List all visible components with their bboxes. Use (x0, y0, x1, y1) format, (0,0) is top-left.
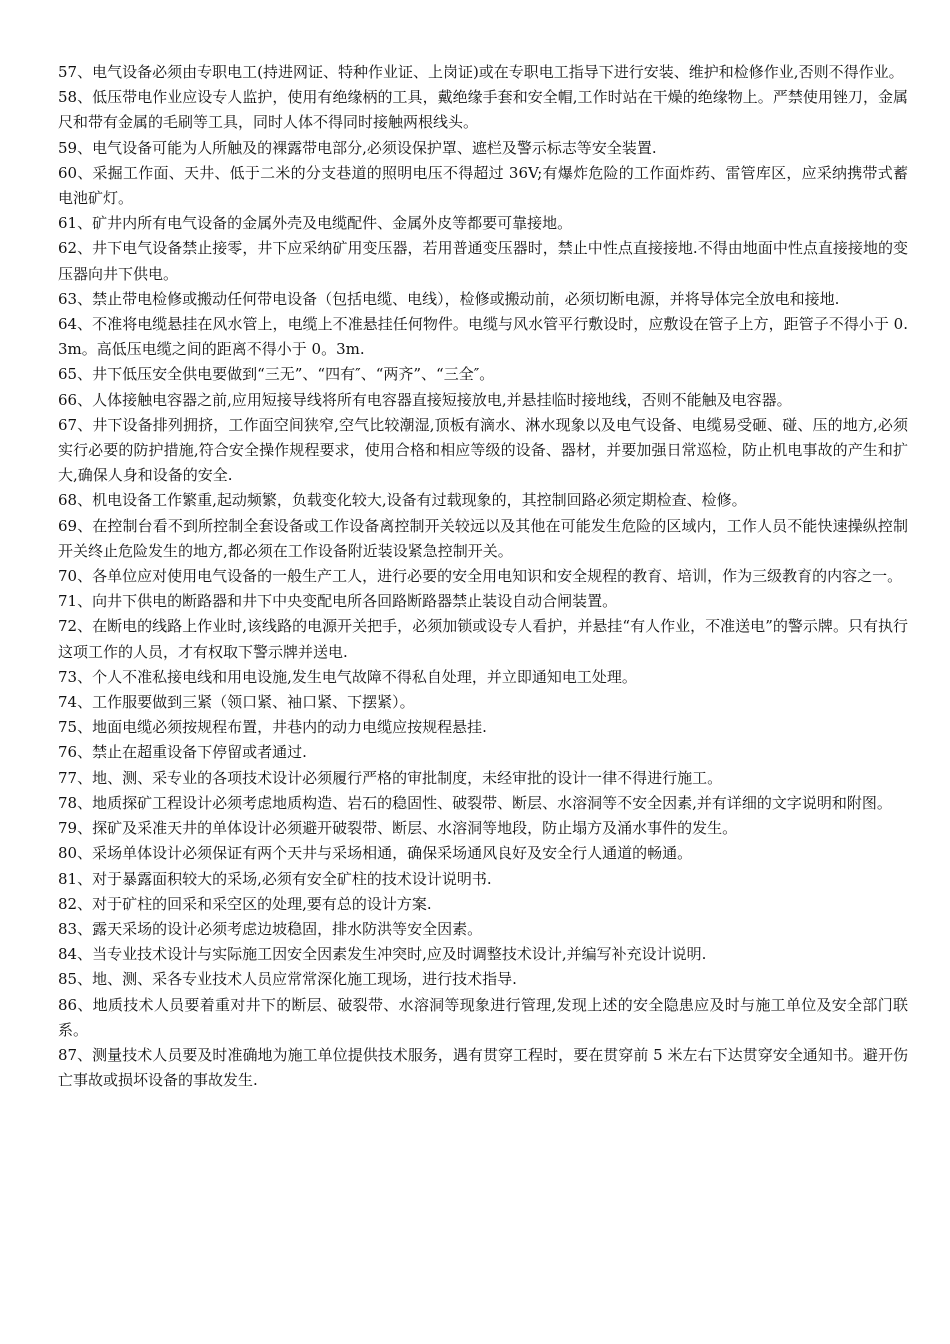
rule-item-73: 73、个人不准私接电线和用电设施,发生电气故障不得私自处理，并立即通知电工处理。 (58, 667, 637, 686)
rule-item-66: 66、人体接触电容器之前,应用短接导线将所有电容器直接短接放电,并悬挂临时接地线，否则不能触及电容器。 (58, 390, 792, 409)
rule-item-65: 65、井下低压安全供电要做到“三无”、“四有″、“两齐”、“三全″。 (58, 365, 495, 384)
rule-item-81: 81、对于暴露面积较大的采场,必须有安全矿柱的技术设计说明书. (58, 869, 492, 888)
rule-item-60: 60、采掘工作面、天井、低于二米的分支巷道的照明电压不得超过 36V;有爆炸危险的工作面炸药、雷管库区，应采纳携带式蓄电池矿灯。 (58, 163, 908, 208)
rule-item-63: 63、禁止带电检修或搬动任何带电设备（包括电缆、电线），检修或搬动前，必须切断电源，并将导体完全放电和接地. (58, 289, 840, 308)
rule-item-87: 87、测量技术人员要及时准确地为施工单位提供技术服务，遇有贯穿工程时，要在贯穿前 5 米左右下达贯穿安全通知书。避开伤亡事故或损坏设备的事故发生. (58, 1045, 908, 1090)
rule-item-62: 62、井下电气设备禁止接零，井下应采纳矿用变压器，若用普通变压器时，禁止中性点直接接地.不得由地面中性点直接接地的变压器向井下供电。 (58, 239, 908, 283)
rule-item-71: 71、向井下供电的断路器和井下中央变配电所各回路断路器禁止装设自动合闸装置。 (58, 592, 618, 611)
rule-item-86: 86、地质技术人员要着重对井下的断层、破裂带、水溶洞等现象进行管理,发现上述的安全隐患应及时与施工单位及安全部门联系。 (58, 995, 908, 1039)
rule-item-68: 68、机电设备工作繁重,起动频繁，负载变化较大,设备有过载现象的，其控制回路必须定期检查、检修。 (58, 491, 747, 510)
rule-item-61: 61、矿井内所有电气设备的金属外壳及电缆配件、金属外皮等都要可靠接地。 (58, 214, 573, 233)
rule-item-57: 57、电气设备必须由专职电工(持进网证、特种作业证、上岗证)或在专职电工指导下进行安装、维护和检修作业,否则不得作业。 (58, 63, 904, 81)
rule-item-67: 67、井下设备排列拥挤，工作面空间狭窄,空气比较潮湿,顶板有滴水、淋水现象以及电气设备、电缆易受砸、碰、压的地方,必须实行必要的防护措施,符合安全操作规程要求，使用合格和相应等级的设备、器材，并要加强日常巡检，防止机电事故的产生和扩大,确保人身和设备的安全. (58, 415, 908, 485)
rule-item-79: 79、探矿及采准天井的单体设计必须避开破裂带、断层、水溶洞等地段，防止塌方及涌水事件的发生。 (58, 819, 738, 838)
rule-item-78: 78、地质探矿工程设计必须考虑地质构造、岩石的稳固性、破裂带、断层、水溶洞等不安全因素,并有详细的文字说明和附图。 (58, 793, 892, 812)
rule-item-69: 69、在控制台看不到所控制全套设备或工作设备离控制开关较远以及其他在可能发生危险的区域内，工作人员不能快速操纵控制开关终止危险发生的地方,都必须在工作设备附近装设紧急控制开关。 (58, 516, 908, 560)
rule-item-59: 59、电气设备可能为人所触及的裸露带电部分,必须设保护罩、遮栏及警示标志等安全装置. (58, 138, 657, 157)
rule-item-72: 72、在断电的线路上作业时,该线路的电源开关把手，必须加锁或设专人看护，并悬挂“有人作业，不准送电”的警示牌。只有执行这项工作的人员，才有权取下警示牌并送电. (58, 617, 908, 661)
rule-item-82: 82、对于矿柱的回采和采空区的处理,要有总的设计方案. (58, 894, 432, 913)
rule-item-84: 84、当专业技术设计与实际施工因安全因素发生冲突时,应及时调整技术设计,并编写补充设计说明. (58, 945, 707, 964)
rule-item-75: 75、地面电缆必须按规程布置，井巷内的动力电缆应按规程悬挂. (58, 718, 487, 737)
rule-item-77: 77、地、测、采专业的各项技术设计必须履行严格的审批制度，未经审批的设计一律不得进行施工。 (58, 768, 723, 787)
rule-item-64: 64、不准将电缆悬挂在风水管上，电缆上不准悬挂任何物件。电缆与风水管平行敷设时，应敷设在管子上方，距管子不得小于 0.3m。高低压电缆之间的距离不得小于 0。3m. (58, 315, 908, 359)
rule-item-85: 85、地、测、采各专业技术人员应常常深化施工现场，进行技术指导. (58, 970, 517, 989)
rule-item-76: 76、禁止在超重设备下停留或者通过. (58, 743, 307, 762)
rule-item-83: 83、露天采场的设计必须考虑边坡稳固，排水防洪等安全因素。 (58, 919, 483, 938)
rule-item-58: 58、低压带电作业应设专人监护，使用有绝缘柄的工具，戴绝缘手套和安全帽,工作时站在干燥的绝缘物上。严禁使用锉刀，金属尺和带有金属的毛刷等工具，同时人体不得同时接触两根线头。 (58, 88, 908, 132)
rule-item-80: 80、采场单体设计必须保证有两个天井与采场相通，确保采场通风良好及安全行人通道的畅通。 (58, 844, 693, 863)
rule-item-70: 70、各单位应对使用电气设备的一般生产工人，进行必要的安全用电知识和安全规程的教育、培训，作为三级教育的内容之一。 (58, 567, 903, 586)
rule-item-74: 74、工作服要做到三紧（领口紧、袖口紧、下摆紧）。 (58, 693, 415, 712)
document-page (58, 60, 908, 1093)
